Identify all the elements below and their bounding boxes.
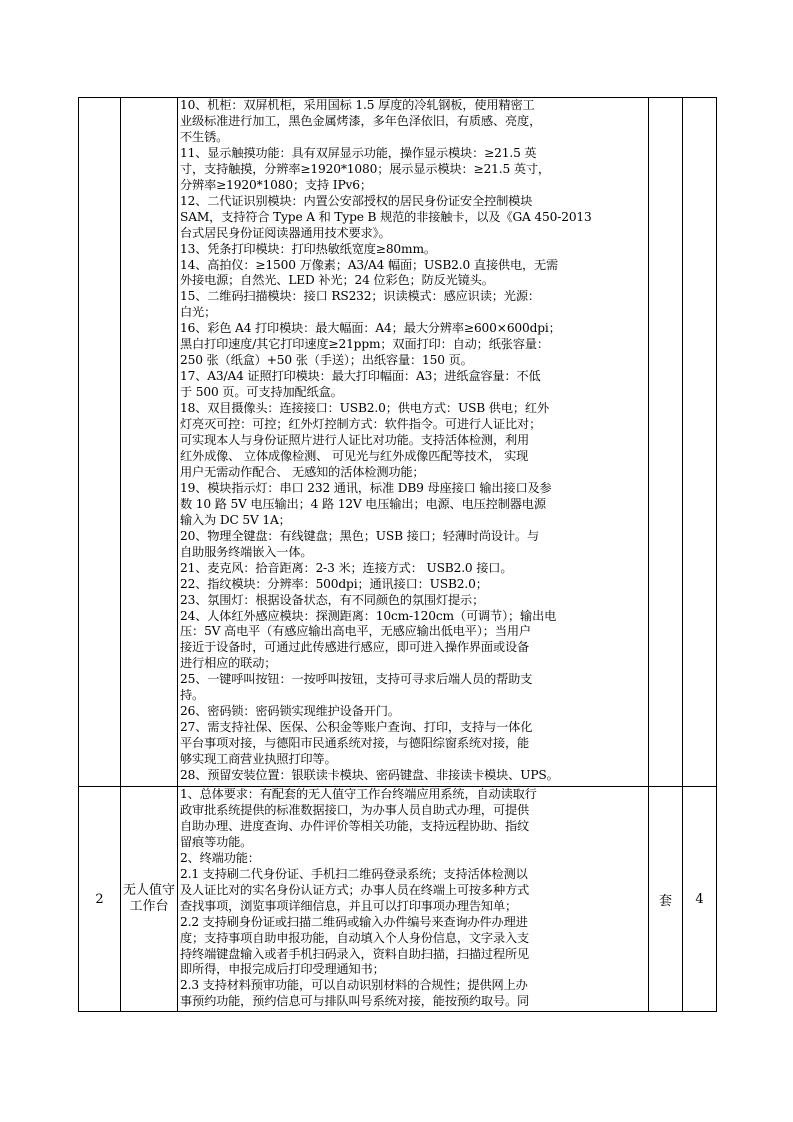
spec-line: 26、密码锁：密码锁实现维护设备开门。 [180,704,400,719]
spec-line: 红外成像、 立体成像检测、 可见光与红外成像匹配等技术， 实现 [180,448,529,463]
spec-line: 11、显示触摸功能：具有双屏显示功能，操作显示模块：≥21.5 英 [180,145,537,160]
spec-line: 进行相应的联动； [180,656,277,671]
spec-line: 数 10 路 5V 电压输出；4 路 12V 电压输出；电源、电压控制器电源 [180,496,546,511]
spec-line: 灯亮灭可控：可控；红外灯控制方式：软件指令。可进行人证比对； [180,417,542,432]
spec-line: 度；支持事项自助申报功能，自动填入个人身份信息，文字录入支 [180,930,530,945]
spec-line: 2.1 支持刷二代身份证、手机扫二维码登录系统；支持活体检测以 [180,866,528,881]
spec-line: 250 张（纸盒）+50 张（手送）；出纸容量：150 页。 [180,353,473,368]
spec-line: 2.2 支持刷身份证或扫描二维码或输入办件编号来查询办件办理进 [180,914,528,929]
spec-line: 18、双目摄像头：连接接口：USB2.0；供电方式：USB 供电；红外 [180,401,549,416]
spec-line: 22、指纹模块：分辨率：500dpi；通讯接口：USB2.0； [180,576,488,591]
table-row [79,98,717,787]
spec-line: 10、机柜：双屏机柜，采用国标 1.5 厚度的冷轧钢板，使用精密工 [180,98,535,112]
spec-line: 自助服务终端嵌入一体。 [180,544,313,559]
spec-line: 留痕等功能。 [180,834,253,849]
spec-line: 17、A3/A4 证照打印模块：最大打印幅面：A3；进纸盒容量：不低 [180,369,541,384]
spec-line: 输入为 DC 5V 1A； [180,512,291,527]
spec-line: 16、彩色 A4 打印模块：最大幅面：A4；最大分辨率≥600×600dpi； [180,321,561,336]
spec-line: 寸，支持触摸，分辨率≥1920*1080；展示显示模块：≥21.5 英寸， [180,161,550,176]
spec-line: 白光； [180,305,217,320]
spec-line: 持。 [180,688,205,703]
item-name-cell [121,98,178,787]
spec-line: 1、总体要求：有配套的无人值守工作台终端应用系统，自动读取行 [180,787,537,801]
spec-line: 24、人体红外感应模块：探测距离：10cm-120cm（可调节）；输出电 [180,608,557,623]
spec-line: 分辨率≥1920*1080；支持 IPv6； [180,177,372,192]
spec-line: 2、终端功能： [180,850,260,865]
spec-line: 19、模块指示灯：串口 232 通讯，标准 DB9 母座接口 输出接口及参 [180,480,552,495]
spec-line: 28、预留安装位置：银联读卡模块、密码键盘、非接读卡模块、UPS。 [180,768,559,783]
spec-line: 2.3 支持材料预审功能，可以自动识别材料的合规性；提供网上办 [180,978,528,993]
spec-line: 不生锈。 [180,129,229,144]
quantity-cell [683,98,717,787]
spec-line: 查找事项，浏览事项详细信息，并且可以打印事项办理告知单； [180,898,518,913]
spec-description-cell [178,787,649,1012]
spec-line: 平台事项对接，与德阳市民通系统对接，与德阳综窗系统对接，能 [180,736,530,751]
unit-cell [649,98,683,787]
table-row [79,787,717,1012]
spec-line: 14、高拍仪：≥1500 万像素；A3/A4 幅面；USB2.0 直接供电，无需 [180,257,559,272]
spec-line: 台式居民身份证阅读器通用技术要求》。 [180,225,391,240]
row-index-cell [79,98,121,787]
spec-line: 15、二维码扫描模块：接口 RS232；识读模式：感应识读；光源： [180,289,540,304]
spec-line: 压：5V 高电平（有感应输出高电平，无感应输出低电平）；当用户 [180,624,531,639]
spec-line: 25、一键呼叫按钮：一按呼叫按钮，支持可寻求后端人员的帮助支 [180,672,533,687]
spec-description-list [180,98,646,784]
spec-line: 外接电源；自然光、LED 补光；24 位彩色；防反光镜头。 [180,273,494,288]
spec-line: 够实现工商营业执照打印等。 [180,752,337,767]
spec-line: 黑白打印速度/其它打印速度≥21ppm；双面打印：自动；纸张容量： [180,337,549,352]
spec-line: 21、麦克风：拾音距离：2-3 米；连接方式： USB2.0 接口。 [180,560,513,575]
spec-line: 可实现本人与身份证照片进行人证比对功能。支持活体检测，利用 [180,433,530,448]
spec-line: 事预约功能，预约信息可与排队叫号系统对接，能按预约取号。同 [180,994,530,1009]
item-name-cell: 无人值守工作台 [121,787,178,1012]
spec-line: 接近于设备时，可通过此传感进行感应，即可进入操作界面或设备 [180,640,530,655]
quantity-cell: 4 [683,787,717,1012]
spec-description-cell [178,98,649,787]
spec-line: 用户无需动作配合、 无感知的活体检测功能； [180,464,425,479]
spec-line: 23、氛围灯：根据设备状态，有不同颜色的氛围灯提示； [180,592,485,607]
spec-line: 12、二代证识别模块：内置公安部授权的居民身份证安全控制模块 [180,193,533,208]
spec-description-list [180,787,646,1010]
spec-line: 业级标准进行加工，黑色金属烤漆，多年色泽依旧，有质感、亮度， [180,113,542,128]
row-index-cell: 2 [79,787,121,1012]
spec-line: 自助办理、进度查询、办件评价等相关功能，支持远程协助、指纹 [180,818,530,833]
equipment-spec-table [78,97,717,1012]
spec-line: 13、凭条打印模块：打印热敏纸宽度≥80mm。 [180,241,436,256]
spec-line: 持终端键盘输入或者手机扫码录入，资料自助扫描，扫描过程所见 [180,946,530,961]
spec-line: 及人证比对的实名身份认证方式；办事人员在终端上可按多种方式 [180,882,530,897]
spec-line: 27、需支持社保、医保、公积金等账户查询、打印，支持与一体化 [180,720,533,735]
spec-line: 20、物理全键盘：有线键盘；黑色；USB 接口；轻薄时尚设计。与 [180,528,540,543]
spec-line: SAM，支持符合 Type A 和 Type B 规范的非接触卡，以及《GA 450-2013 [180,209,592,224]
spec-line: 政审批系统提供的标准数据接口，为办事人员自助式办理，可提供 [180,802,530,817]
spec-line: 于 500 页。可支持加配纸盒。 [180,385,343,400]
unit-cell: 套 [649,787,683,1012]
spec-line: 即所得，申报完成后打印受理通知书； [180,962,385,977]
